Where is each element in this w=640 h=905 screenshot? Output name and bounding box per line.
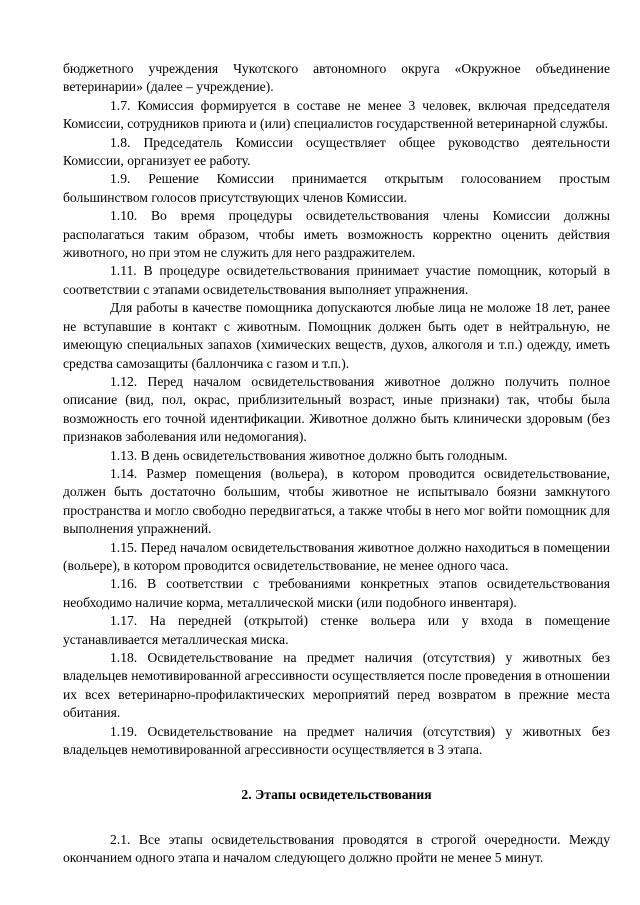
paragraph-1-8: 1.8. Председатель Комиссии осуществляет общее руководство деятельности Комиссии, организует ее работу. [63, 134, 610, 169]
paragraph-1-11-assistant: Для работы в качестве помощника допускаются любые лица не моложе 18 лет, ранее не вступавшие в контакт с животным. Помощник должен быть одет в нейтральную, не имеющую специальных запахов (химических веществ, духов, алкоголя и т.п.) одежду, иметь средства самозащиты (баллончика с газом и т.п.). [63, 300, 610, 371]
paragraph-1-9: 1.9. Решение Комиссии принимается открытым голосованием простым большинством голосов присутствующих членов Комиссии. [63, 171, 610, 205]
paragraph-1-14: 1.14. Размер помещения (вольера), в котором проводится освидетельствование, должен быть достаточно большим, чтобы животное не испытывало боязни замкнутого пространства и могло свободно передвигаться, а также чтобы в него мог войти помощник для выполнения упражнений. [63, 465, 610, 537]
paragraph-1-7: 1.7. Комиссия формируется в составе не менее 3 человек, включая председателя Комиссии, сотрудников приюта и (или) специалистов государственной ветеринарной службы. [63, 97, 610, 132]
paragraph-1-18: 1.18. Освидетельствование на предмет наличия (отсутствия) у животных без владельцев немотивированной агрессивности осуществляется после проведения в отношении их всех ветеринарно-профилактических мероприятий перед возвратом в прежние места обитания. [63, 650, 610, 721]
paragraph-1-10: 1.10. Во время процедуры освидетельствования члены Комиссии должны располагаться таким образом, чтобы иметь возможность корректно оценить действия животного, но при этом не служить для него раздражителем. [63, 208, 610, 261]
document-page [63, 60, 610, 868]
paragraph-1-12: 1.12. Перед началом освидетельствования животное должно получить полное описание (вид, пол, окрас, приблизительный возраст, иные признаки) так, чтобы была возможность его точной идентификации. Животное должно быть клинически здоровым (без признаков заболевания или недомогания). [63, 373, 610, 445]
section-heading: 2. Этапы освидетельствования [241, 787, 432, 803]
paragraph-1-19: 1.19. Освидетельствование на предмет наличия (отсутствия) у животных без владельцев немотивированной агрессивности осуществляется в 3 этапа. [63, 723, 610, 758]
paragraph-2-1: 2.1. Все этапы освидетельствования проводятся в строгой очередности. Между окончанием одного этапа и началом следующего должно пройти не менее 5 минут. [63, 831, 610, 866]
paragraph-1-15: 1.15. Перед началом освидетельствования животное должно находиться в помещении (вольере), в котором проводится освидетельствование, не менее одного часа. [63, 539, 610, 573]
paragraph-intro-continuation: бюджетного учреждения Чукотского автономного округа «Окружное объединение ветеринарии» (далее – учреждение). [63, 61, 610, 95]
paragraph-1-16: 1.16. В соответствии с требованиями конкретных этапов освидетельствования необходимо наличие корма, металлической миски (или подобного инвентаря). [63, 576, 610, 610]
paragraph-1-11: 1.11. В процедуре освидетельствования принимает участие помощник, который в соответствии с этапами освидетельствования выполняет упражнения. [63, 263, 610, 297]
paragraph-1-13: 1.13. В день освидетельствования животное должно быть голодным. [110, 447, 508, 463]
paragraph-1-17: 1.17. На передней (открытой) стенке вольера или у входа в помещение устанавливается металлическая миска. [63, 613, 610, 647]
